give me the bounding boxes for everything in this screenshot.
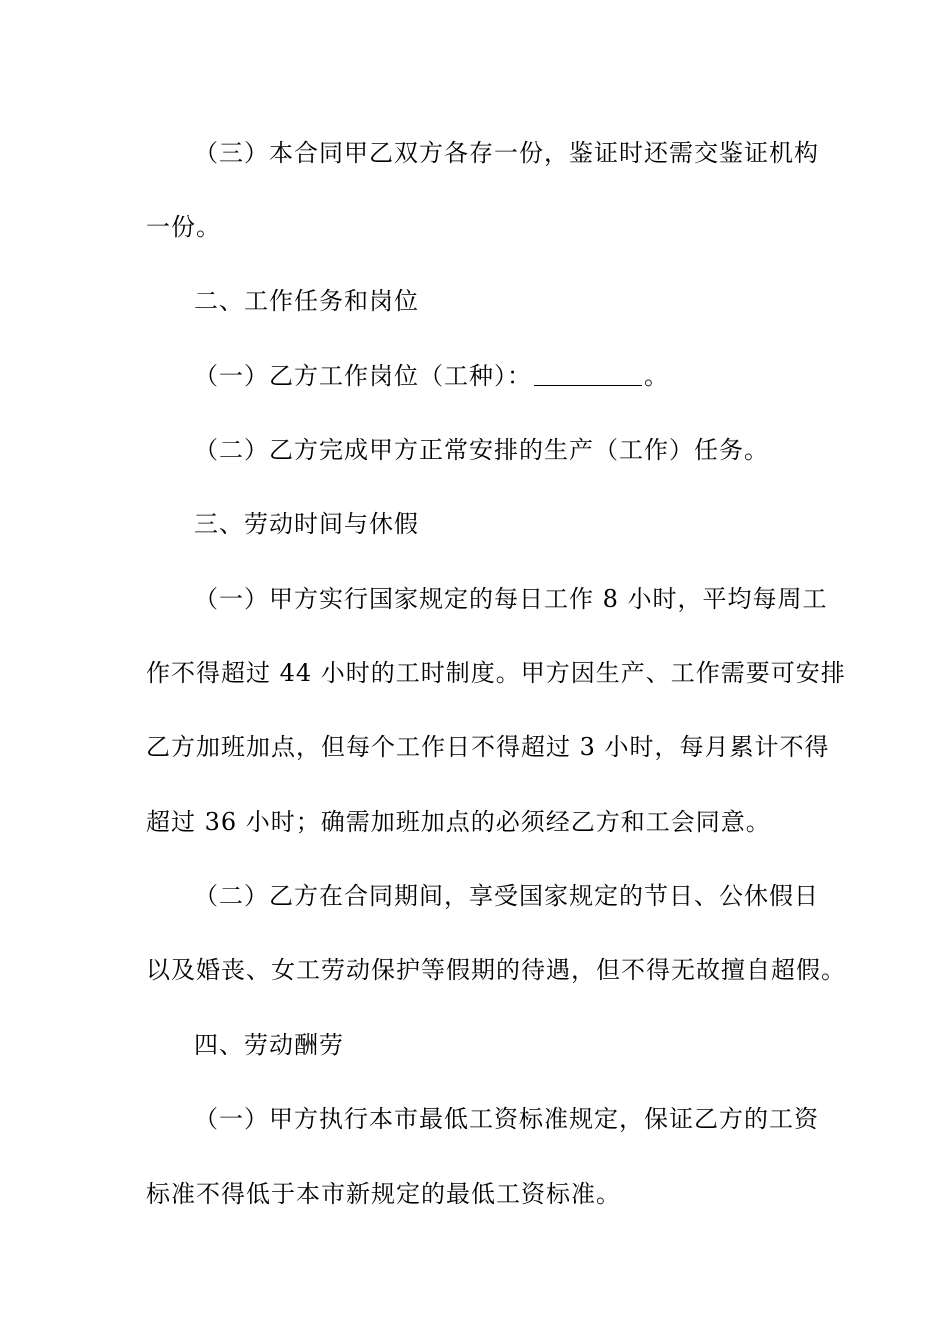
section-heading-remuneration: 四、劳动酬劳	[194, 1031, 344, 1059]
paragraph-working-hours-line-2: 作不得超过 44 小时的工时制度。甲方因生产、工作需要可安排	[146, 659, 846, 687]
job-position-period: 。	[644, 362, 669, 390]
section-heading-work-tasks: 二、工作任务和岗位	[194, 287, 419, 315]
section-heading-working-hours: 三、劳动时间与休假	[194, 510, 419, 538]
paragraph-minimum-wage-line-2: 标准不得低于本市新规定的最低工资标准。	[146, 1180, 621, 1208]
paragraph-contract-copies: （三）本合同甲乙双方各存一份，鉴证时还需交鉴证机构	[194, 139, 819, 167]
paragraph-working-hours-line-3: 乙方加班加点，但每个工作日不得超过 3 小时，每月累计不得	[146, 733, 830, 761]
paragraph-working-hours-line-4: 超过 36 小时；确需加班加点的必须经乙方和工会同意。	[146, 808, 771, 836]
paragraph-minimum-wage-line-1: （一）甲方执行本市最低工资标准规定，保证乙方的工资	[194, 1105, 819, 1133]
job-position-blank	[534, 363, 642, 386]
paragraph-job-position	[194, 361, 874, 391]
paragraph-production-tasks: （二）乙方完成甲方正常安排的生产（工作）任务。	[194, 436, 769, 464]
paragraph-holidays-line-1: （二）乙方在合同期间，享受国家规定的节日、公休假日	[194, 882, 819, 910]
job-position-label: （一）乙方工作岗位（工种）：	[194, 362, 532, 390]
paragraph-working-hours-line-1: （一）甲方实行国家规定的每日工作 8 小时，平均每周工	[194, 585, 828, 613]
paragraph-contract-copies-continued: 一份。	[146, 213, 221, 241]
paragraph-holidays-line-2: 以及婚丧、女工劳动保护等假期的待遇，但不得无故擅自超假。	[146, 956, 846, 984]
